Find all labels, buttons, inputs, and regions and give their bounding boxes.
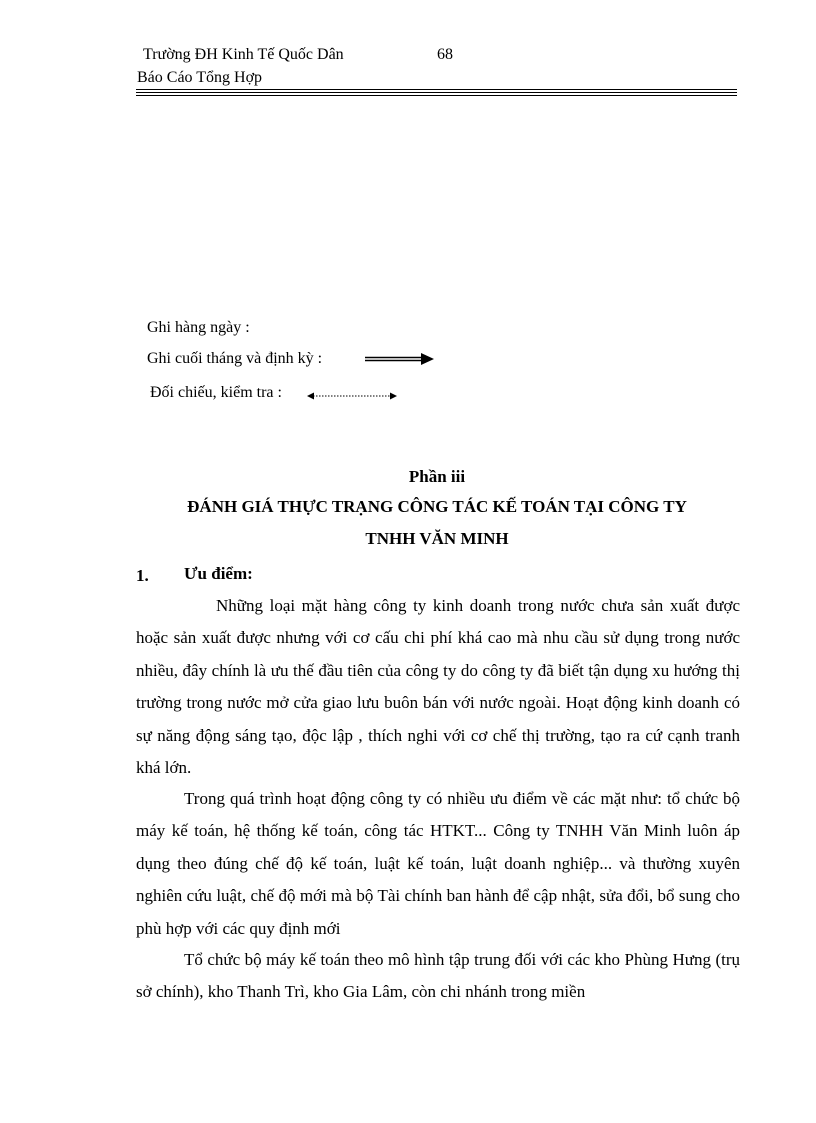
legend-check: Đối chiếu, kiểm tra : [150, 384, 282, 401]
section-title: Ưu điểm: [184, 564, 253, 583]
header-rule [136, 95, 737, 96]
dotted-double-arrow-icon [307, 389, 397, 403]
header-school-name: Trường ĐH Kinh Tế Quốc Dân [143, 46, 344, 63]
header-rule [136, 89, 737, 90]
paragraph: Trong quá trình hoạt động công ty có nhiều ưu điểm về các mặt như: tổ chức bộ máy kế toán, hệ thống kế toán, công tác HTKT... Công ty TNHH Văn Minh luôn áp dụng theo đúng chế độ kế toán, luật kế toán, luật doanh nghiệp... và thường xuyên nghiên cứu luật, chế độ mới mà bộ Tài chính ban hành để cập nhật, sửa đổi, bổ sung cho phù hợp với các quy định mới [136, 789, 740, 938]
page-number: 68 [437, 46, 453, 63]
part-label: Phần iii [408, 467, 466, 486]
header-report-title: Báo Cáo Tổng Hợp [137, 69, 263, 86]
legend-daily: Ghi hàng ngày : [147, 319, 250, 336]
paragraph: Tổ chức bộ máy kế toán theo mô hình tập trung đối với các kho Phùng Hưng (trụ sở chính), kho Thanh Trì, kho Gia Lâm, còn chi nhánh trong miền [136, 950, 740, 1002]
legend-monthly: Ghi cuối tháng và định kỳ : [147, 350, 323, 367]
paragraph: Những loại mặt hàng công ty kinh doanh trong nước chưa sản xuất được hoặc sản xuất được nhưng với cơ cấu chi phí khá cao mà nhu cầu sử dụng trong nước nhiều, đây chính là ưu thế đầu tiên của công ty do công ty đã biết tận dụng xu hướng thị trường trong nước mở cửa giao lưu buôn bán với nước ngoài. Hoạt động kinh doanh có sự năng động sáng tạo, độc lập , thích nghi với cơ chế thị trường, tạo ra cứ cạnh tranh khá lớn. [136, 596, 740, 778]
solid-arrow-icon [365, 352, 435, 366]
header-rule [136, 92, 737, 93]
part-title-line1: ĐÁNH GIÁ THỰC TRẠNG CÔNG TÁC KẾ TOÁN TẠI CÔNG TY [187, 497, 687, 516]
part-title-line2: TNHH VĂN MINH [365, 529, 509, 548]
section-number: 1. [136, 566, 149, 585]
